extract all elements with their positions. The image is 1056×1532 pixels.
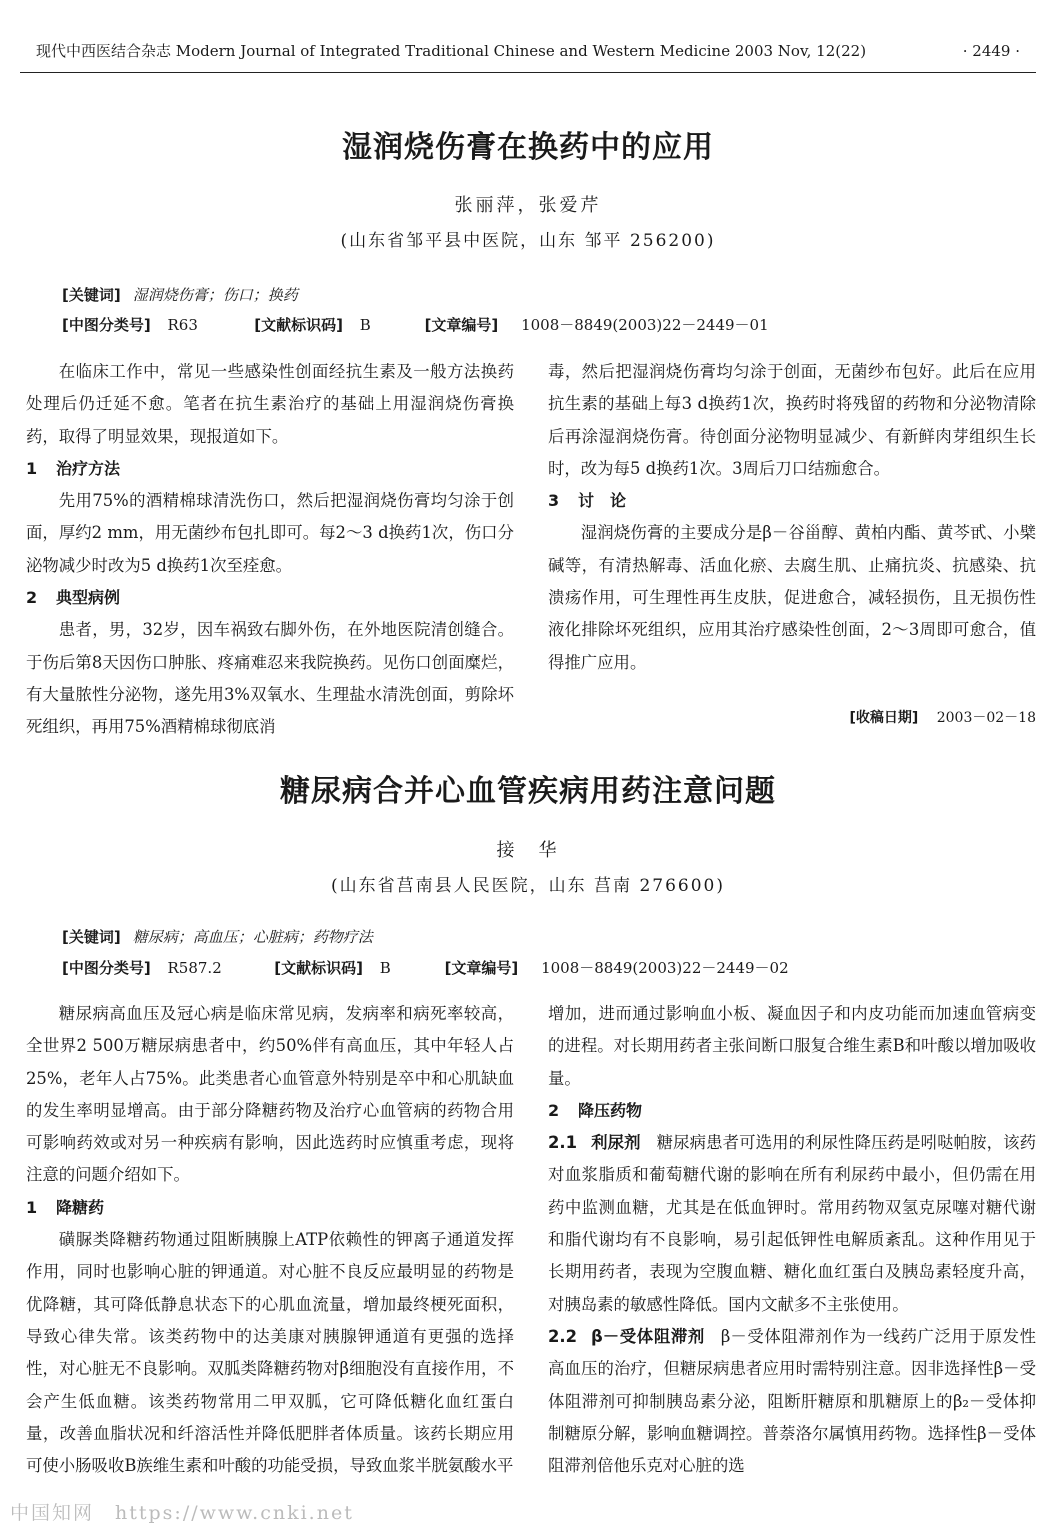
article2-keywords	[62, 925, 962, 949]
doc-code-tag: [文献标识码]	[254, 316, 343, 334]
article2-authors: 接 华	[496, 840, 560, 861]
section-title: 降糖药	[56, 1197, 105, 1217]
article2-classification	[62, 956, 962, 980]
section-title: 治疗方法	[56, 458, 121, 478]
article2-left-column	[26, 998, 514, 1482]
section-heading	[26, 1192, 514, 1224]
body-paragraph: 增加，进而通过影响血小板、凝血因子和内皮功能而加速血管病变的进程。对长期用药者主张间断口服复合维生素B和叶酸以增加吸收量。	[548, 1004, 1036, 1088]
subsection-paragraph	[548, 1321, 1036, 1482]
section-number: 2	[26, 588, 38, 608]
article2-title: 糖尿病合并心血管疾病用药注意问题	[280, 774, 776, 809]
clc-value: R587.2	[167, 959, 222, 977]
running-header	[36, 40, 1020, 62]
section-number: 2	[548, 1100, 560, 1120]
clc-tag: [中图分类号]	[62, 959, 151, 977]
subsection-label: 利尿剂	[591, 1133, 641, 1153]
body-paragraph: 先用75%的酒精棉球清洗伤口，然后把湿润烧伤膏均匀涂于创面，厚约2 mm，用无菌纱布包扎即可。每2～3 d换药1次，伤口分泌物减少时改为5 d换药1次至痊愈。	[26, 491, 514, 575]
section-heading	[26, 453, 514, 485]
section-number: 3	[548, 491, 560, 511]
article2-affiliation: (山东省莒南县人民医院，山东 莒南 276600)	[331, 876, 725, 896]
body-paragraph: 湿润烧伤膏的主要成分是β－谷甾醇、黄柏内酯、黄芩甙、小檗碱等，有清热解毒、活血化瘀、去腐生肌、止痛抗炎、抗感染、抗溃疡作用，可生理性再生皮肤，促进愈合，减轻损伤，且无损伤性液化排除坏死组织，应用其治疗感染性创面，2～3周即可愈合，值得推广应用。	[548, 523, 1036, 672]
received-value: 2003－02－18	[936, 710, 1036, 726]
keywords-text: 湿润烧伤膏；伤口；换药	[132, 286, 298, 304]
body-paragraph: 磺脲类降糖药物通过阻断胰腺上ATP依赖性的钾离子通道发挥作用，同时也影响心脏的钾通道。对心脏不良反应最明显的药物是优降糖，其可降低静息状态下的心肌血流量，增加最终梗死面积，导致心律失常。该类药物中的达美康对胰腺钾通道有更强的选择性，对心脏无不良影响。双胍类降糖药物对β细胞没有直接作用，不会产生低血糖。该类药物常用二甲双胍，它可降低糖化血红蛋白量，改善血脂状况和纤溶活性并降低肥胖者体质量。该药长期应用可使小肠吸收B族维生素和叶酸的功能受损，导致血浆半胱氨酸水平	[26, 1230, 514, 1476]
section-title: 典型病例	[56, 588, 121, 608]
article1-keywords	[62, 283, 962, 307]
received-date	[548, 705, 1036, 731]
article-id-tag: [文章编号]	[444, 959, 519, 977]
subsection-number: 2.1	[548, 1133, 578, 1153]
clc-value: R63	[167, 316, 198, 334]
section-title: 降压药物	[578, 1100, 643, 1120]
subsection-text: β－受体阻滞剂作为一线药广泛用于原发性高血压的治疗，但糖尿病患者应用时需特别注意。因非选择性β－受体阻滞剂可抑制胰岛素分泌，阻断肝糖原和肌糖原上的β₂－受体抑制糖原分解，影响血糖调控。普萘洛尔属慎用药物。选择性β－受体阻滞剂倍他乐克对心脏的选	[548, 1326, 1036, 1476]
article1-affiliation: (山东省邹平县中医院，山东 邹平 256200)	[340, 231, 716, 251]
article1-title: 湿润烧伤膏在换药中的应用	[342, 130, 714, 165]
subsection-text: 糖尿病患者可选用的利尿性降压药是吲哒帕胺，该药对血浆脂质和葡萄糖代谢的影响在所有利尿药中最小，但仍需在用药中监测血糖，尤其是在低血钾时。常用药物双氢克尿噻对糖代谢和脂代谢均有不良影响，易引起低钾性电解质紊乱。这种作用见于长期用药者，表现为空腹血糖、糖化血红蛋白及胰岛素轻度升高，对胰岛素的敏感性降低。国内文献多不主张使用。	[548, 1133, 1037, 1314]
body-paragraph: 糖尿病高血压及冠心病是临床常见病，发病率和病死率较高，全世界2 500万糖尿病患者中，约50%伴有高血压，其中年轻人占25%，老年人占75%。此类患者心血管意外特别是卒中和心肌缺血的发生率明显增高。由于部分降糖药物及治疗心血管病的药物合用可影响药效或对另一种疾病有影响，因此选药时应慎重考虑，现将注意的问题介绍如下。	[26, 1004, 514, 1185]
subsection-number: 2.2	[548, 1326, 578, 1346]
article-id-tag: [文章编号]	[424, 316, 499, 334]
keywords-tag: [关键词]	[62, 928, 121, 946]
article1-left-column	[26, 356, 514, 744]
article2-right-column	[548, 998, 1036, 1482]
article1-authors: 张丽萍，张爱芹	[454, 195, 602, 216]
clc-tag: [中图分类号]	[62, 316, 151, 334]
article1-right-column	[548, 356, 1036, 679]
subsection-paragraph	[548, 1127, 1036, 1321]
body-paragraph: 毒，然后把湿润烧伤膏均匀涂于创面，无菌纱布包好。此后在应用抗生素的基础上每3 d换药1次，换药时将残留的药物和分泌物清除后再涂湿润烧伤膏。待创面分泌物明显减少、有新鲜肉芽组织生长时，改为每5 d换药1次。3周后刀口结痂愈合。	[548, 362, 1036, 478]
journal-citation: 现代中西医结合杂志 Modern Journal of Integrated Traditional Chinese and Western Medicine 2003 Nov, 12(22)	[36, 42, 867, 60]
section-heading	[548, 485, 1036, 517]
article-id-value: 1008－8849(2003)22－2449－02	[541, 959, 789, 977]
received-tag: [收稿日期]	[849, 710, 919, 726]
body-paragraph: 患者，男，32岁，因车祸致右脚外伤，在外地医院清创缝合。于伤后第8天因伤口肿胀、疼痛难忍来我院换药。见伤口创面糜烂，有大量脓性分泌物，遂先用3%双氧水、生理盐水清洗创面，剪除坏死组织，再用75%酒精棉球彻底消	[26, 620, 514, 737]
article-id-value: 1008－8849(2003)22－2449－01	[521, 316, 769, 334]
section-heading	[26, 582, 514, 614]
doc-code-value: B	[379, 959, 391, 977]
body-paragraph: 在临床工作中，常见一些感染性创面经抗生素及一般方法换药处理后仍迁延不愈。笔者在抗生素治疗的基础上用湿润烧伤膏换药，取得了明显效果，现报道如下。	[26, 362, 514, 446]
keywords-tag: [关键词]	[62, 286, 121, 304]
header-rule	[20, 72, 1036, 73]
doc-code-tag: [文献标识码]	[274, 959, 363, 977]
section-title: 讨 论	[578, 491, 627, 511]
subsection-label: β－受体阻滞剂	[591, 1326, 705, 1346]
page-number: · 2449 ·	[962, 42, 1020, 60]
keywords-text: 糖尿病；高血压；心脏病；药物疗法	[132, 928, 373, 946]
cnki-watermark: 中国知网 https://www.cnki.net	[10, 1502, 354, 1524]
article1-classification	[62, 313, 962, 337]
section-number: 1	[26, 1197, 38, 1217]
section-heading	[548, 1095, 1036, 1127]
section-number: 1	[26, 458, 38, 478]
doc-code-value: B	[359, 316, 371, 334]
